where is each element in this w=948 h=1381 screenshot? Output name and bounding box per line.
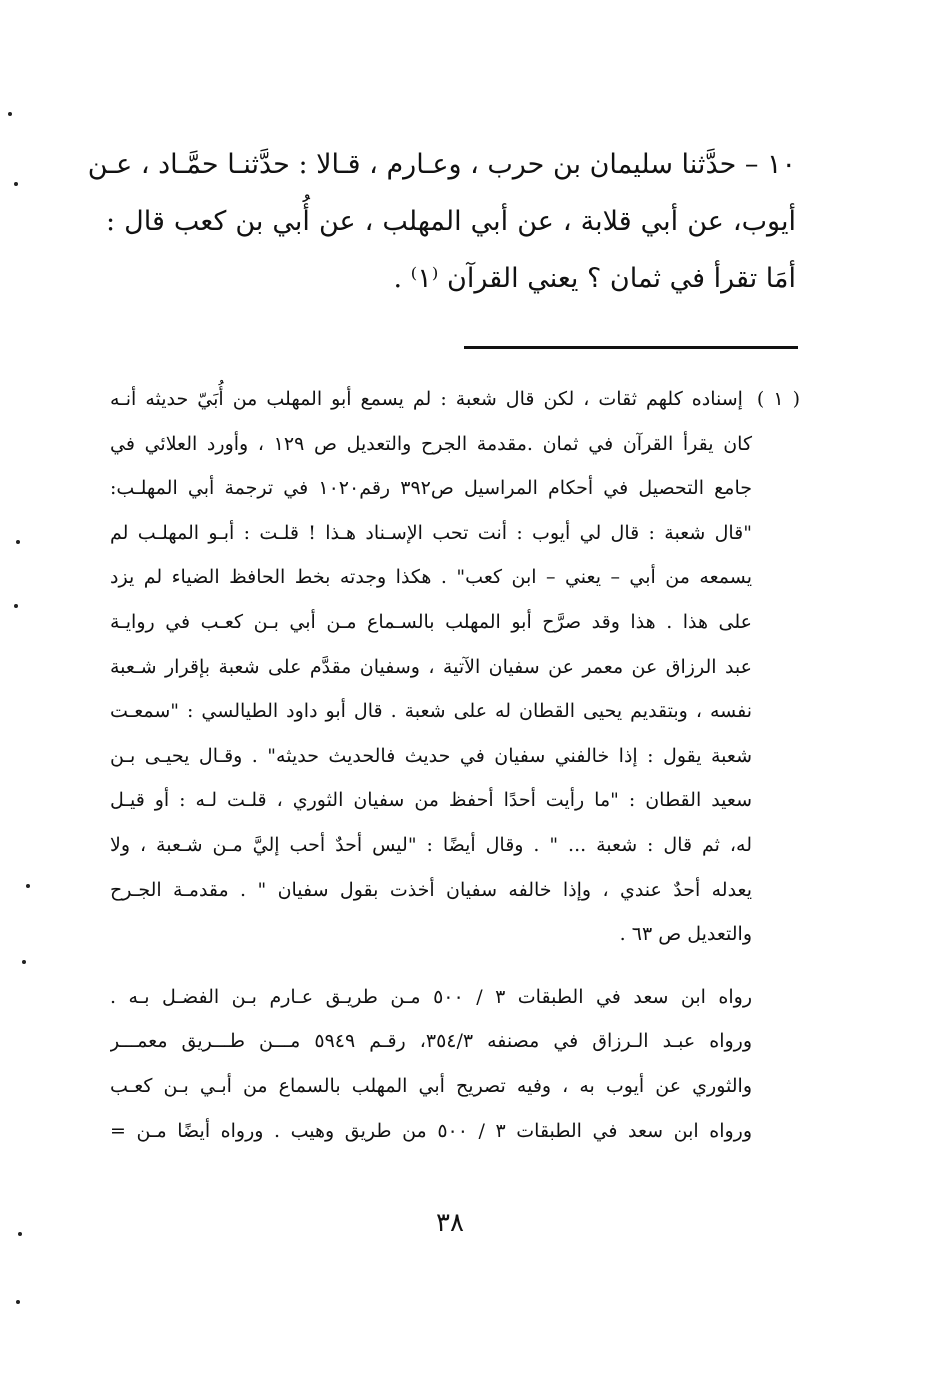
footnote-line: يسمعه من أبي – يعني – ابن كعب" . هكذا وجدته بخط الحافظ الضياء لم يزد bbox=[110, 566, 752, 589]
footnote-line: ورواه ابن سعد في الطبقات ٣ / ٥٠٠ من طريق وهيب . ورواه أيضًا مـن = bbox=[110, 1119, 753, 1142]
scan-speck bbox=[26, 884, 30, 888]
footnote-line: نفسه ، وبتقديم يحيى القطان له على شعبة . قال أبو داود الطيالسي : "سمعـت bbox=[110, 700, 752, 723]
footnote-line: عبد الرزاق عن معمر عن سفيان الآتية ، وسفيان مقدَّم على شعبة بإقرار شـعبة bbox=[110, 655, 752, 678]
footnote-line: شعبة يقول : إذا خالفني سفيان في حديث فالحديث حديثه" . وقـال يحيـى بـن bbox=[110, 744, 752, 767]
footnote-separator bbox=[464, 346, 798, 349]
footnote-line-text: إسناده كلهم ثقات ، لكن قال شعبة : لم يسمع أبو المهلب من أُبَيّ حديثه أنـه bbox=[110, 388, 743, 410]
hadith-line: أمَا تقرأ في ثمان ؟ يعني القرآن ⁽١⁾ . bbox=[393, 263, 796, 294]
footnote-line: جامع التحصيل في أحكام المراسيل ص٣٩٢ رقم١٠٢٠ في ترجمة أبي المهلـب: bbox=[110, 477, 752, 500]
footnote-line: والتعديل ص ٦٣ . bbox=[619, 923, 752, 946]
footnotes bbox=[110, 377, 800, 1153]
footnote-line: رواه ابن سعد في الطبقات ٣ / ٥٠٠ مـن طريـق عـارم بـن الفضـل بـه . bbox=[110, 985, 753, 1008]
footnote-marker: ( ١ ) bbox=[756, 388, 800, 410]
footnote-line bbox=[110, 377, 800, 422]
footnote-line: "قال شعبة : قال لي أيوب : أنت تحب الإسـناد هـذا ! قلـت : أبـو المهلـب لم bbox=[110, 521, 752, 544]
scan-speck bbox=[22, 960, 26, 964]
footnote-line: والثوري عن أيوب به ، وفيه تصريح أبي المهلب بالسماع من أبـي بـن كعـب bbox=[110, 1074, 752, 1097]
hadith-text bbox=[87, 136, 796, 307]
scan-speck bbox=[16, 540, 20, 544]
scan-speck bbox=[14, 182, 18, 186]
hadith-line: أيوب، عن أبي قلابة ، عن أبي المهلب ، عن أُبي بن كعب قال : bbox=[106, 206, 796, 237]
footnote-line: على هذا . هذا وقد صرَّح أبو المهلب بالسـماع مـن أبي بـن كعـب في روايـة bbox=[110, 610, 752, 633]
hadith-line: ١٠ – حدَّثنا سليمان بن حرب ، وعـارم ، قـالا : حدَّثنـا حمَّـاد ، عـن bbox=[87, 149, 796, 180]
footnote-line: يعدله أحدٌ عندي ، وإذا خالفه سفيان أخذت بقول سفيان " . مقدمـة الجـرح bbox=[110, 878, 752, 901]
footnote-line: كان يقرأ القرآن في ثمان .مقدمة الجرح والتعديل ص ١٢٩ ، وأورد العلائي في bbox=[110, 432, 752, 455]
page-number: ٣٨ bbox=[436, 1208, 464, 1238]
footnote-line: سعيد القطان : "ما رأيت أحدًا أحفظ من سفيان الثوري ، قلـت لـه : أو قيـل bbox=[110, 789, 752, 812]
scan-speck bbox=[16, 1300, 20, 1304]
scan-speck bbox=[8, 112, 12, 116]
scan-speck bbox=[18, 1232, 22, 1236]
scan-speck bbox=[14, 604, 18, 608]
footnote-line: له، ثم قال : شعبة ... " . وقال أيضًا : "ليس أحدٌ أحب إليَّ مـن شـعبة ، ولا bbox=[110, 833, 752, 856]
footnote-line: ورواه عبـد الـرزاق في مصنفه ٣٥٤/٣، رقـم ٥٩٤٩ مـــن طـــريق معمـــر bbox=[110, 1030, 752, 1053]
